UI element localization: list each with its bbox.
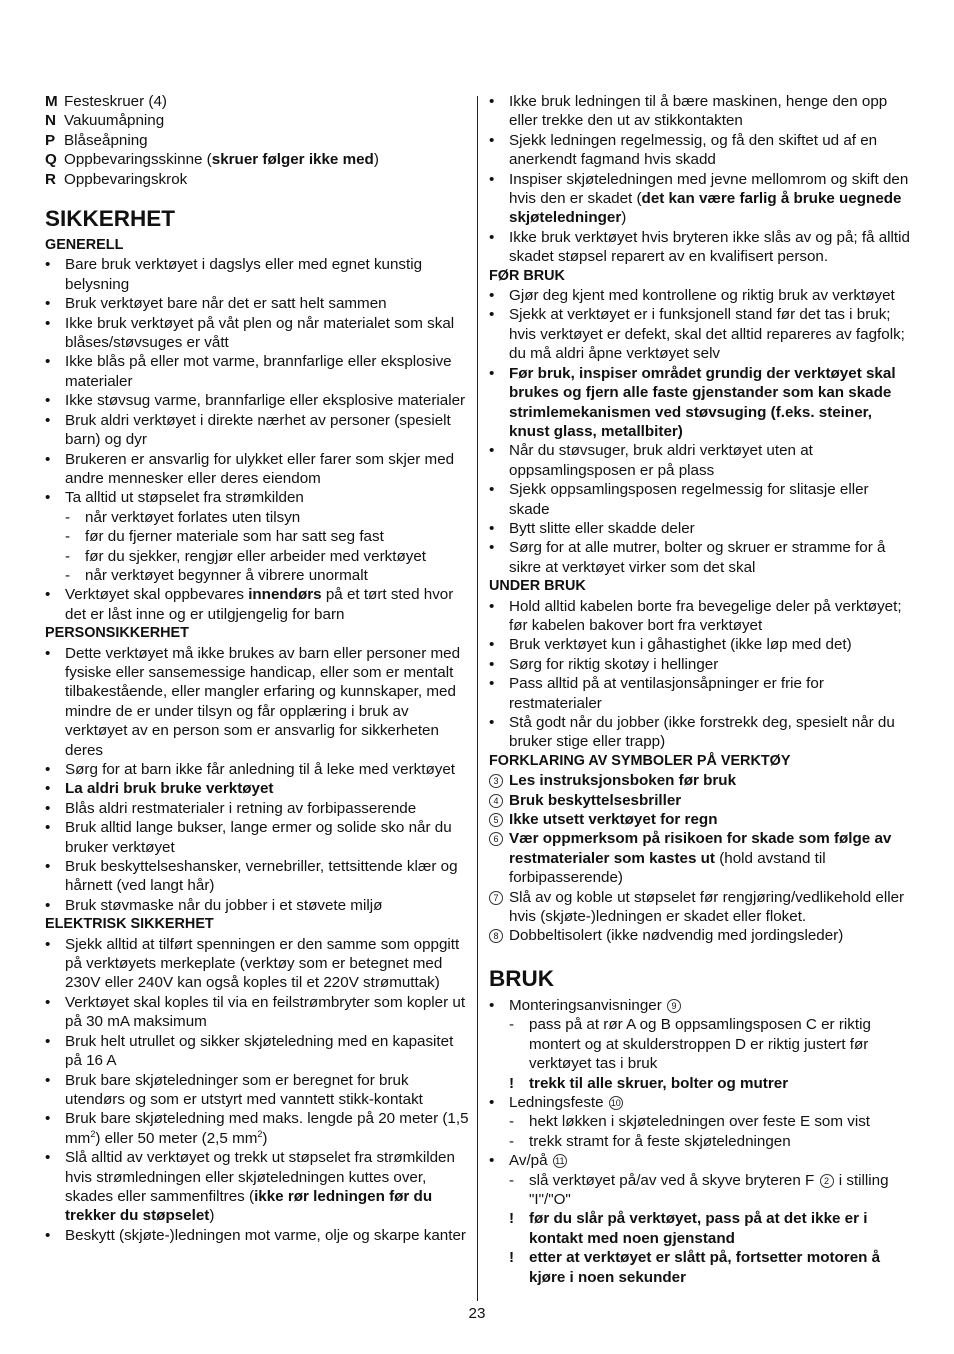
section-title-bruk: BRUK	[489, 965, 554, 991]
sub-list-item: - før du fjerner materiale som har satt seg fast	[65, 528, 384, 546]
right-column	[489, 92, 910, 1287]
list-item: • Hold alltid kabelen borte fra bevegelige deler på verktøyet; før kabelen bakover bort fra verktøyet	[489, 597, 902, 634]
list-item: • Sørg for at alle mutrer, bolter og skruer er stramme for å sikre at verktøyet virker som det skal	[489, 539, 886, 576]
sub-list-item: - hekt løkken i skjøteledningen over feste E som vist	[509, 1113, 871, 1131]
list-item: • Bruk verktøyet kun i gåhastighet (ikke løp med det)	[489, 636, 852, 654]
list-item: • Bruk støvmaske når du jobber i et støvete miljø	[45, 896, 383, 914]
list-item: • Sjekk alltid at tilført spenningen er den samme som oppgitt på verktøyets merkeplate (verktøy som er betegnet med 230V eller 240V kan også koples til et 220V strømuttak)	[45, 935, 460, 992]
list-item: • Bruk helt utrullet og sikker skjøteledning med en kapasitet på 16 A	[45, 1032, 454, 1070]
list-item: • Sjekk oppsamlingsposen regelmessig for slitasje eller skade	[489, 481, 869, 518]
symbol-item: 7 Slå av og koble ut støpselet før rengjøring/vedlikehold eller hvis (skjøte-)ledningen er skadet eller floket.	[489, 888, 910, 927]
section-title-sikkerhet: SIKKERHET	[45, 206, 176, 232]
sub-list-item: - når verktøyet begynner å vibrere unormalt	[65, 566, 368, 584]
list-item: • Bruk aldri verktøyet i direkte nærhet av personer (spesielt barn) og dyr	[45, 411, 451, 449]
legend-item: P Blåseåpning	[45, 131, 148, 149]
subheading-symboler: FORKLARING AV SYMBOLER PÅ VERKTØY	[489, 752, 791, 769]
list-item: • Ikke bruk ledningen til å bære maskinen, henge den opp eller trekke den ut av stikkontakten	[489, 93, 888, 130]
legend-item: R Oppbevaringskrok	[45, 170, 188, 188]
legend-item: M Festeskruer (4)	[45, 93, 167, 110]
subheading-under-bruk: UNDER BRUK	[489, 578, 586, 595]
list-item: • Ledningsfeste 10	[489, 1093, 621, 1111]
list-item: • Gjør deg kjent med kontrollene og riktig bruk av verktøyet	[489, 287, 895, 305]
list-item: • Verktøyet skal koples til via en feilstrømbryter som kopler ut på 30 mA maksimum	[45, 993, 466, 1031]
circled-number-icon: 9	[667, 999, 681, 1013]
warning-item: ! trekk til alle skruer, bolter og mutrer	[509, 1074, 789, 1092]
list-item: • Blås aldri restmaterialer i retning av forbipasserende	[45, 799, 417, 817]
warning-item: ! etter at verktøyet er slått på, fortsetter motoren å kjøre i noen sekunder	[509, 1249, 881, 1286]
circled-number-icon: 11	[553, 1154, 567, 1168]
sub-list-item: - pass på at rør A og B oppsamlingsposen C er riktig montert og at skulderstroppen D er riktig justert før verktøyet tas i bruk	[509, 1016, 871, 1073]
column-divider	[477, 96, 478, 1301]
list-item: • Bruk alltid lange bukser, lange ermer og solide sko når du bruker verktøyet	[45, 819, 452, 856]
left-column	[45, 92, 469, 1245]
symbol-item: 3 Les instruksjonsboken før bruk	[489, 771, 910, 790]
circled-number-icon: 5	[489, 813, 503, 827]
subheading-elektrisk: ELEKTRISK SIKKERHET	[45, 916, 214, 933]
sub-list-item: - slå verktøyet på/av ved å skyve bryteren F 2 i stilling "I"/"O"	[509, 1171, 889, 1208]
list-item: • Sjekk ledningen regelmessig, og få den skiftet ud af en anerkendt fagmand hvis skadd	[489, 131, 878, 169]
list-item: • Pass alltid på at ventilasjonsåpninger er frie for restmaterialer	[489, 675, 824, 712]
list-item: • Bruk bare skjøteledning med maks. lengde på 20 meter (1,5 $mm^2$) eller 50 meter (2,5 $mm^2$)	[45, 1110, 469, 1147]
legend-item: N Vakuumåpning	[45, 112, 165, 130]
list-item: • Ikke støvsug varme, brannfarlige eller eksplosive materialer	[45, 392, 466, 410]
circled-number-icon: 2	[820, 1174, 834, 1188]
circled-number-icon: 3	[489, 774, 503, 788]
symbol-item: 8 Dobbeltisolert (ikke nødvendig med jordingsleder)	[489, 926, 910, 945]
list-item: • Bruk beskyttelseshansker, vernebriller, tettsittende klær og hårnett (ved langt hår)	[45, 858, 458, 895]
list-item: • Når du støvsuger, bruk aldri verktøyet uten at oppsamlingsposen er på plass	[489, 442, 813, 479]
sub-list-item: - når verktøyet forlates uten tilsyn	[65, 508, 301, 526]
sub-list-item: - trekk stramt for å feste skjøteledningen	[509, 1132, 791, 1150]
list-item: • Bruk bare skjøteledninger som er beregnet for bruk utendørs og som er utstyrt med vanntett stikk-kontakt	[45, 1071, 423, 1108]
subheading-personsikkerhet: PERSONSIKKERHET	[45, 625, 189, 642]
list-item: • Stå godt når du jobber (ikke forstrekk deg, spesielt når du bruker stige eller trapp)	[489, 714, 895, 751]
legend-item: Q Oppbevaringsskinne (skruer følger ikke med)	[45, 151, 379, 169]
warning-item: ! før du slår på verktøyet, pass på at det ikke er i kontakt med noen gjenstand	[509, 1210, 868, 1247]
list-item: • Monteringsanvisninger 9	[489, 996, 910, 1015]
list-item: • Sørg for at barn ikke får anledning til å leke med verktøyet	[45, 761, 455, 778]
circled-number-icon: 6	[489, 832, 503, 846]
list-item: • Bruk verktøyet bare når det er satt helt sammen	[45, 295, 387, 313]
list-item: • Ikke blås på eller mot varme, brannfarlige eller eksplosive materialer	[45, 353, 452, 390]
sub-list-item: - før du sjekker, rengjør eller arbeider med verktøyet	[65, 547, 426, 565]
subheading-generell: GENERELL	[45, 237, 124, 254]
list-item: • Verktøyet skal oppbevares innendørs på et tørt sted hvor det er låst inne og er utilgjengelig for barn	[45, 586, 454, 623]
list-item: • Før bruk, inspiser området grundig der verktøyet skal brukes og fjern alle faste gjenstander som kan skade strimlemekanismen ved støvsuging (f.eks. steiner, knust glass, metallbiter)	[489, 364, 896, 440]
list-item: • Beskytt (skjøte-)ledningen mot varme, olje og skarpe kanter	[45, 1226, 466, 1244]
symbol-item: 6 Vær oppmerksom på risikoen for skade som følge av restmaterialer som kastes ut (hold avstand til forbipasserende)	[489, 829, 910, 887]
list-item: • Bare bruk verktøyet i dagslys eller med egnet kunstig belysning	[45, 256, 423, 293]
parts-legend	[45, 92, 469, 189]
circled-number-icon: 10	[610, 1097, 621, 1108]
list-item: • La aldri bruk bruke verktøyet	[45, 780, 274, 798]
list-item: • Brukeren er ansvarlig for ulykket eller farer som skjer med andre mennesker eller deres eiendom	[45, 450, 455, 487]
list-item: • Bytt slitte eller skadde deler	[489, 519, 695, 537]
circled-number-icon: 8	[489, 929, 503, 943]
list-item: • Sørg for riktig skotøy i hellinger	[489, 655, 719, 673]
subheading-for-bruk: FØR BRUK	[489, 267, 565, 284]
list-item: • Ta alltid ut støpselet fra strømkilden	[45, 489, 304, 507]
symbol-item: 4 Bruk beskyttelsesbriller	[489, 791, 910, 810]
circled-number-icon: 7	[489, 891, 503, 905]
list-item: • Sjekk at verktøyet er i funksjonell stand før det tas i bruk; hvis verktøyet er defekt, skal det alltid repareres av fagfolk; du må aldri åpne verktøyet selv	[489, 306, 905, 363]
list-item: • Ikke bruk verktøyet hvis bryteren ikke slås av og på; få alltid skadet støpsel reparert av en kvalifisert person.	[489, 228, 910, 266]
list-item: • Slå alltid av verktøyet og trekk ut støpselet fra strømkilden hvis strømledningen eller skjøteledningen kuttes over, skades eller sammenfiltres (ikke rør ledningen før du trekker du støpselet)	[45, 1149, 455, 1225]
list-item: • Dette verktøyet må ikke brukes av barn eller personer med fysiske eller sansemessige handicap, eller som er mentalt tilbakestående, eller mangler erfaring og kunnskaper, med mindre de er under tilsyn og får opplæring i bruk av verktøyet av en person som er ansvarlig for sikkerheten deres	[45, 644, 461, 759]
list-item: • Inspiser skjøteledningen med jevne mellomrom og skift den hvis den er skadet (det kan være farlig å bruke uegnede skjøteledninger)	[489, 170, 909, 227]
list-item: • Ikke bruk verktøyet på våt plen og når materialet som skal blåses/støvsuges er vått	[45, 314, 455, 352]
list-item: • Av/på 11	[489, 1151, 910, 1170]
symbol-item: 5 Ikke utsett verktøyet for regn	[489, 810, 910, 829]
page-number: 23	[468, 1305, 486, 1322]
circled-number-icon: 4	[489, 794, 503, 808]
